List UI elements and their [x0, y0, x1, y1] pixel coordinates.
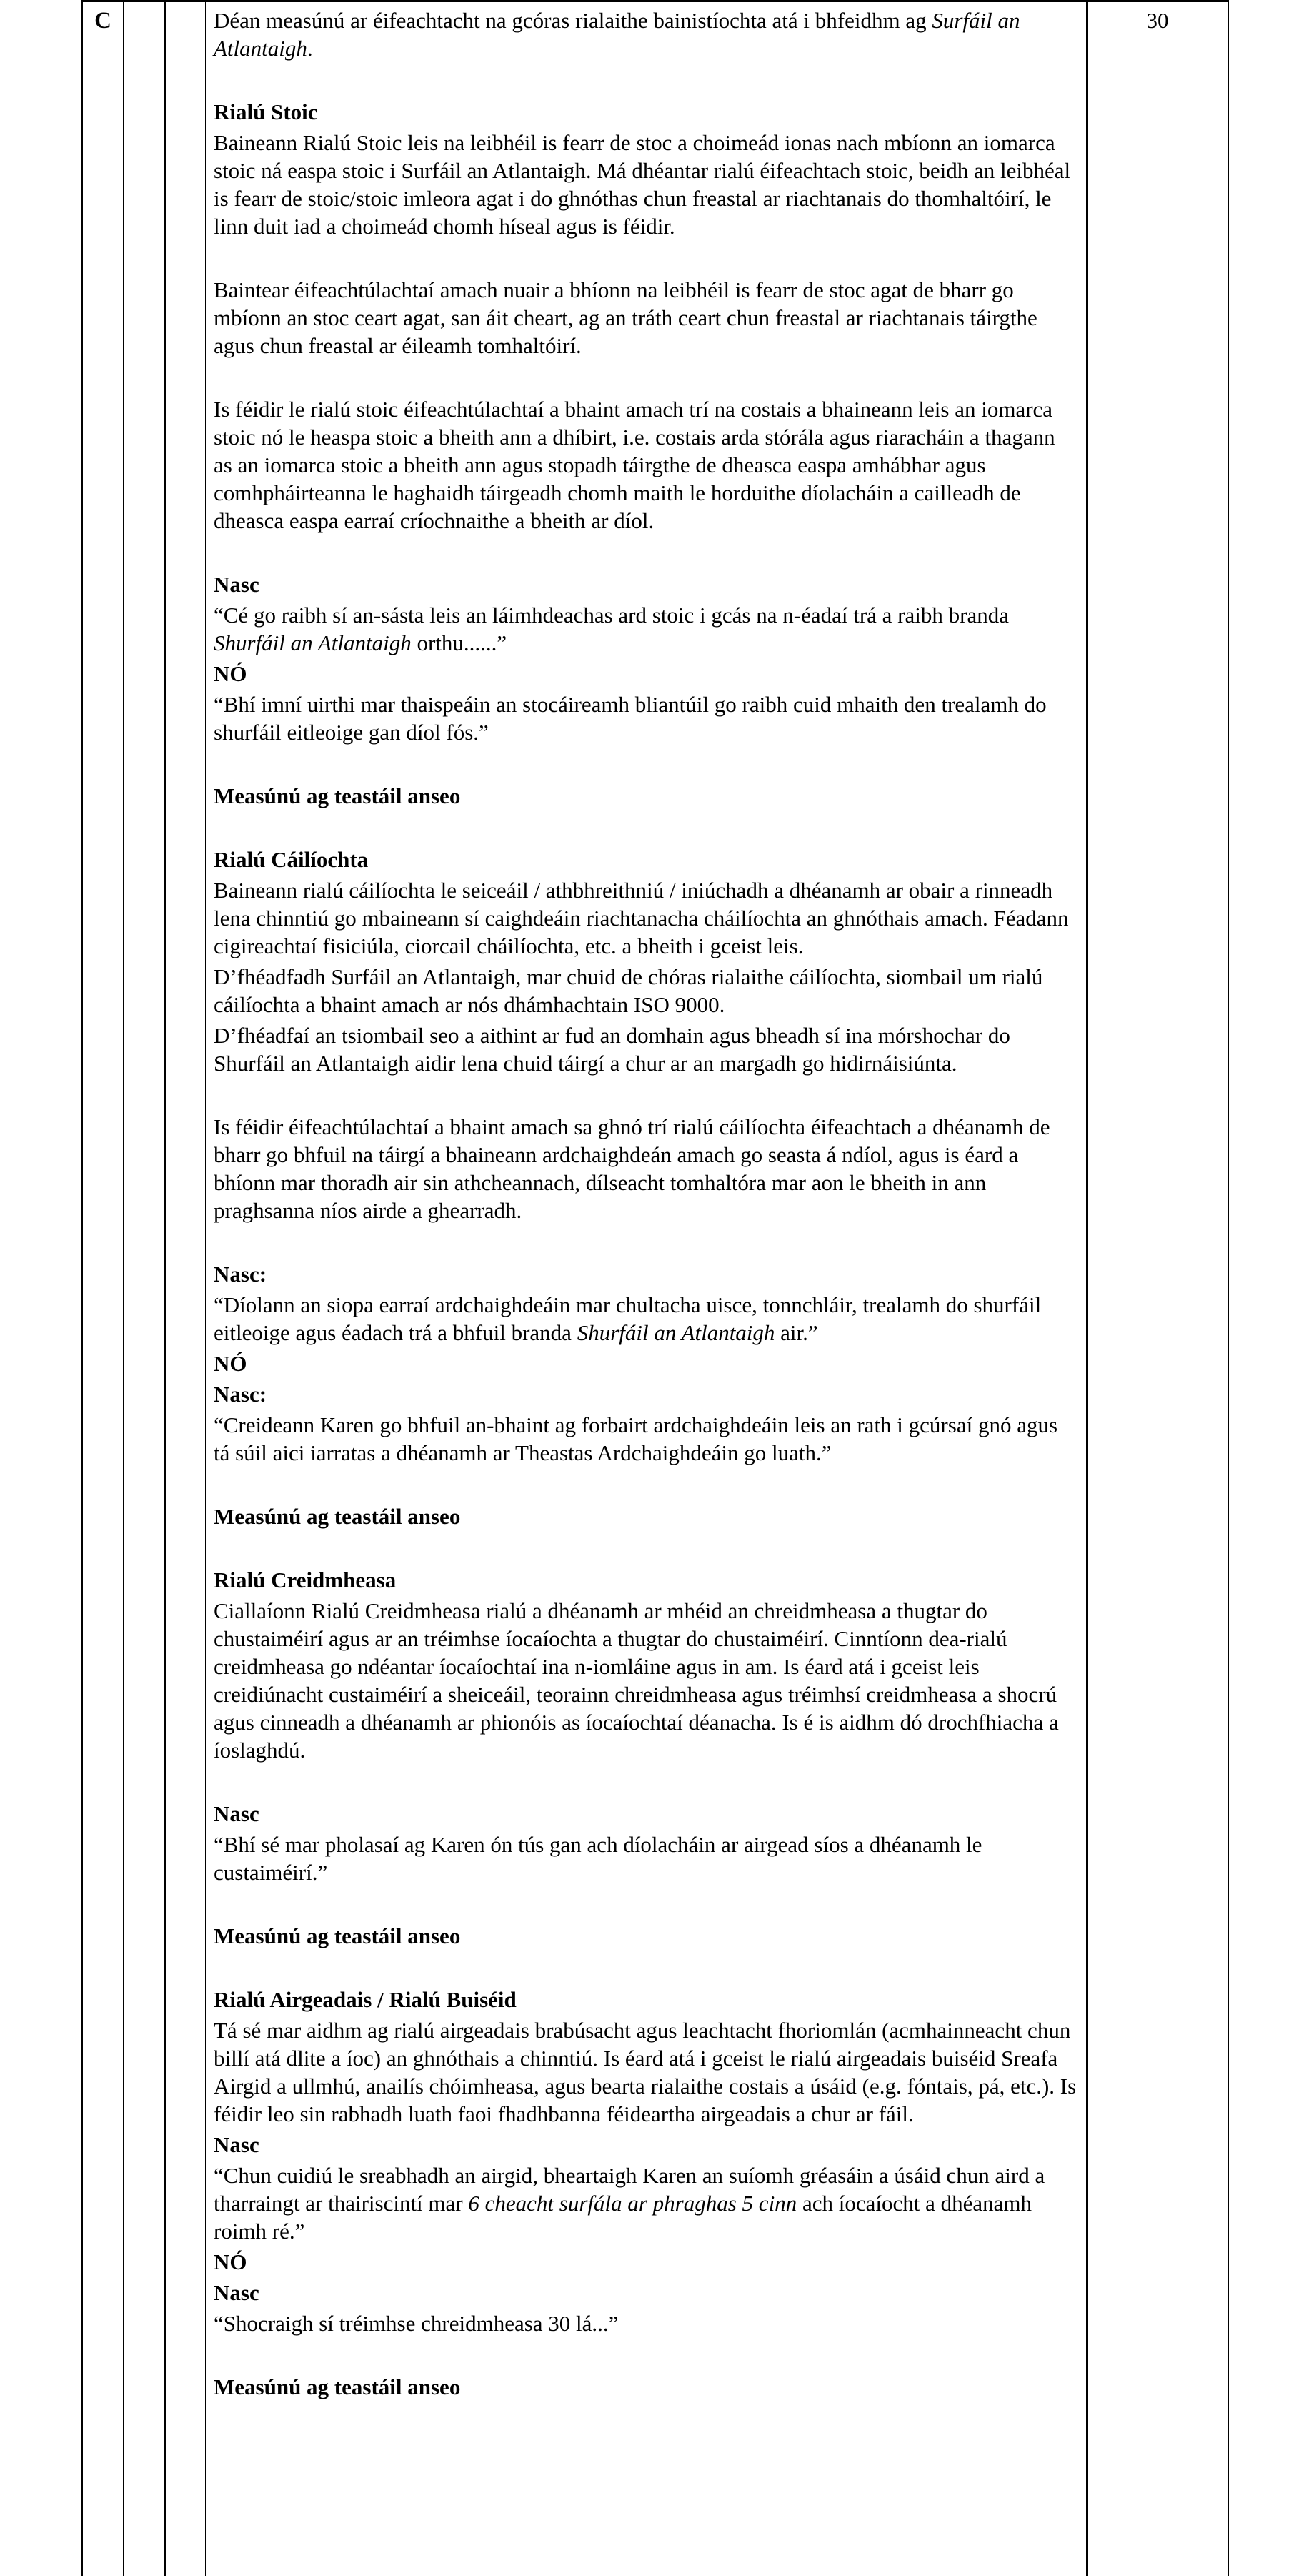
heading	[214, 2131, 1077, 2159]
text-segment: Nasc	[214, 2132, 259, 2157]
paragraph	[214, 2309, 1077, 2337]
paragraph	[214, 1021, 1077, 1077]
text-segment: air.”	[775, 1320, 818, 1345]
blank-line	[214, 1470, 1077, 1502]
blank-line	[214, 749, 1077, 782]
heading	[214, 1986, 1077, 2013]
question-part-label: C	[94, 8, 111, 34]
text-segment: D’fhéadfadh Surfáil an Atlantaigh, mar chuid de chóras rialaithe cáilíochta, siombail um rialú cáilíochta a bhaint amach ar nós dhámhachtain ISO 9000.	[214, 964, 1043, 1017]
heading	[214, 2248, 1077, 2276]
heading	[214, 1380, 1077, 1408]
text-segment: Nasc	[214, 2280, 259, 2305]
marking-scheme-table	[81, 0, 1229, 2576]
paragraph	[214, 601, 1077, 657]
heading	[214, 1502, 1077, 1530]
heading	[214, 98, 1077, 126]
text-segment: Nasc	[214, 1801, 259, 1826]
text-segment: “Bhí sé mar pholasaí ag Karen ón tús gan ach díolacháin ar airgead síos a dhéanamh le custaiméirí.”	[214, 1832, 982, 1885]
blank-line	[214, 362, 1077, 395]
text-segment: “Chun cuidiú le sreabhadh an airgid, bheartaigh Karen an suíomh gréasáin a úsáid chun aird a tharraingt ar thairiscintí mar	[214, 2163, 1045, 2216]
text-segment: NÓ	[214, 1351, 247, 1376]
text-segment: NÓ	[214, 2249, 247, 2274]
heading	[214, 1349, 1077, 1377]
blank-line	[214, 1533, 1077, 1566]
text-segment: Baintear éifeachtúlachtaí amach nuair a bhíonn na leibhéil is fearr de stoc agat de bharr go mbíonn an stoc ceart agat, san áit cheart, ag an tráth ceart chun freastal ar riachtanais táirgthe agus chun freastal ar éileamh tomhaltóirí.	[214, 277, 1037, 358]
text-segment: orthu......”	[411, 630, 507, 655]
blank-line	[214, 243, 1077, 276]
text-segment: Nasc:	[214, 1382, 267, 1407]
spare-cell-1	[123, 2, 164, 2576]
heading	[214, 1800, 1077, 1828]
text-segment: Measúnú ag teastáil anseo	[214, 2374, 461, 2399]
paragraph	[214, 276, 1077, 360]
heading	[214, 846, 1077, 873]
text-segment: Rialú Airgeadais / Rialú Buiséid	[214, 1987, 517, 2012]
text-segment: NÓ	[214, 661, 247, 686]
text-segment: “Cé go raibh sí an-sásta leis an láimhdeachas ard stoic i gcás na n-éadaí trá a raibh branda	[214, 603, 1009, 628]
text-segment: “Shocraigh sí tréimhse chreidmheasa 30 lá...”	[214, 2311, 619, 2336]
paragraph	[214, 6, 1077, 62]
marks-value: 30	[1146, 8, 1169, 33]
text-segment: Tá sé mar aidhm ag rialú airgeadais brabúsacht agus leachtacht fhoriomlán (acmhainneacht chun billí atá dlite a íoc) an ghnóthais a chinntiú. Is éard atá i gceist le rialú airgeadais buiséid Sreafa Airgid a ullmhú, anailís chóimheasa, agus bearta rialaithe costais a úsáid (e.g. fóntais, pá, etc.). Is féidir leo sin rabhadh luath faoi fhadhbanna féideartha airgeadais a chur ar fáil.	[214, 2018, 1077, 2126]
text-segment: Rialú Stoic	[214, 99, 318, 124]
heading	[214, 2279, 1077, 2307]
paragraph	[214, 1597, 1077, 1764]
heading	[214, 660, 1077, 688]
heading	[214, 2373, 1077, 2401]
text-segment: “Creideann Karen go bhfuil an-bhaint ag forbairt ardchaighdeáin leis an rath i gcúrsaí gnó agus tá súil aici iarratas a dhéanamh ar Theastas Ardchaighdeáin go luath.”	[214, 1412, 1058, 1465]
text-segment: Déan measúnú ar éifeachtacht na gcóras rialaithe bainistíochta atá i bhfeidhm ag	[214, 8, 932, 33]
text-segment: Measúnú ag teastáil anseo	[214, 783, 461, 808]
blank-line	[214, 1080, 1077, 1113]
paragraph	[214, 395, 1077, 535]
heading	[214, 1922, 1077, 1950]
text-segment: 6 cheacht surfála ar phraghas 5 cinn	[468, 2191, 797, 2216]
text-segment: Rialú Creidmheasa	[214, 1567, 397, 1592]
paragraph	[214, 876, 1077, 960]
text-segment: Shurfáil an Atlantaigh	[577, 1320, 775, 1345]
heading	[214, 782, 1077, 810]
text-segment: Ciallaíonn Rialú Creidmheasa rialú a dhéanamh ar mhéid an chreidmheasa a thugtar do chustaiméirí agus ar an tréimhse íocaíochta a thugtar do chustaiméirí. Cinntíonn dea-rialú creidmheasa go ndéantar íocaíochtaí ina n-iomláine agus in am. Is éard atá i gceist leis creidiúnacht custaiméirí a sheiceáil, teorainn chreidmheasa agus tréimhsí creidmheasa a shocrú agus cinneadh a dhéanamh ar phionóis as íocaíochtaí déanacha. Is é is aidhm dó drochfhiacha a íoslaghdú.	[214, 1598, 1059, 1763]
paragraph	[214, 1113, 1077, 1224]
text-segment: Rialú Cáilíochta	[214, 847, 369, 872]
text-segment: “Díolann an siopa earraí ardchaighdeáin mar chultacha uisce, tonnchláir, trealamh do shurfáil eitleoige agus éadach trá a bhfuil branda	[214, 1292, 1042, 1345]
paragraph	[214, 1411, 1077, 1467]
blank-line	[214, 65, 1077, 98]
blank-line	[214, 1227, 1077, 1260]
paragraph	[214, 2161, 1077, 2245]
question-part-cell	[81, 2, 123, 2576]
paragraph	[214, 129, 1077, 240]
blank-line	[214, 1767, 1077, 1800]
blank-line	[214, 1889, 1077, 1922]
paragraph	[214, 1831, 1077, 1886]
text-segment: Nasc:	[214, 1262, 267, 1287]
text-segment: Baineann rialú cáilíochta le seiceáil / athbhreithniú / iniúchadh a dhéanamh ar obair a rinneadh lena chinntiú go mbaineann sí caighdeáin riachtanacha cháilíochta an ghnóthais amach. Féadann cigireachtaí fisiciúla, ciorcail cháilíochta, etc. a bheith i gceist leis.	[214, 878, 1069, 958]
paragraph	[214, 2016, 1077, 2128]
paragraph	[214, 690, 1077, 746]
heading	[214, 1260, 1077, 1288]
blank-line	[214, 813, 1077, 846]
blank-line	[214, 2340, 1077, 2373]
text-segment: “Bhí imní uirthi mar thaispeáin an stocáireamh bliantúil go raibh cuid mhaith den trealamh do shurfáil eitleoige gan díol fós.”	[214, 692, 1047, 745]
text-segment: D’fhéadfaí an tsiombail seo a aithint ar fud an domhain agus bheadh sí ina mórshochar do Shurfáil an Atlantaigh aidir lena chuid táirgí a chur ar an margadh go hidirnáisiúnta.	[214, 1023, 1010, 1076]
heading	[214, 1566, 1077, 1594]
text-segment: Shurfáil an Atlantaigh	[214, 630, 412, 655]
blank-line	[214, 1953, 1077, 1986]
heading	[214, 570, 1077, 598]
answer-cell	[205, 2, 1086, 2576]
text-segment: Is féidir le rialú stoic éifeachtúlachtaí a bhaint amach trí na costais a bhaineann leis an iomarca stoic nó le heaspa stoic a bheith ann a dhíbirt, i.e. costais arda stórála agus riaracháin a thagann as an iomarca stoic a bheith ann agus stopadh táirgthe de dheasca easpa amhábhar agus comhpháirteanna le haghaidh táirgeadh chomh maith le horduithe díolacháin a cailleadh de dheasca easpa earraí críochnaithe a bheith ar díol.	[214, 397, 1055, 533]
text-segment: Baineann Rialú Stoic leis na leibhéil is fearr de stoc a choimeád ionas nach mbíonn an iomarca stoic ná easpa stoic i Surfáil an Atlantaigh. Má dhéantar rialú éifeachtach stoic, beidh an leibhéal is fearr de stoic/stoic imleora agat i do ghnóthas chun freastal ar riachtanais do thomhaltóirí, le linn duit iad a choimeád chomh híseal agus is féidir.	[214, 130, 1071, 239]
text-segment: ach íocaíocht a dhéanamh roimh ré.”	[214, 2191, 1032, 2244]
text-segment: Measúnú ag teastáil anseo	[214, 1504, 461, 1529]
text-segment: Surfáil an Atlantaigh	[214, 8, 1020, 61]
text-segment: Nasc	[214, 572, 259, 597]
paragraph	[214, 1291, 1077, 1347]
blank-line	[214, 538, 1077, 570]
text-segment: Is féidir éifeachtúlachtaí a bhaint amach sa ghnó trí rialú cáilíochta éifeachtach a dhéanamh de bharr go bhfuil na táirgí a bhaineann ardchaighdeán amach go seasta á ndíol, agus is éard a bhíonn mar thoradh air sin athcheannach, dílseacht tomhaltóra mar aon le bheith in ann praghsanna níos airde a ghearradh.	[214, 1114, 1050, 1223]
spare-cell-2	[164, 2, 205, 2576]
text-segment: Measúnú ag teastáil anseo	[214, 1923, 461, 1948]
paragraph	[214, 963, 1077, 1019]
text-segment: .	[307, 36, 313, 61]
marks-cell	[1086, 2, 1229, 2576]
